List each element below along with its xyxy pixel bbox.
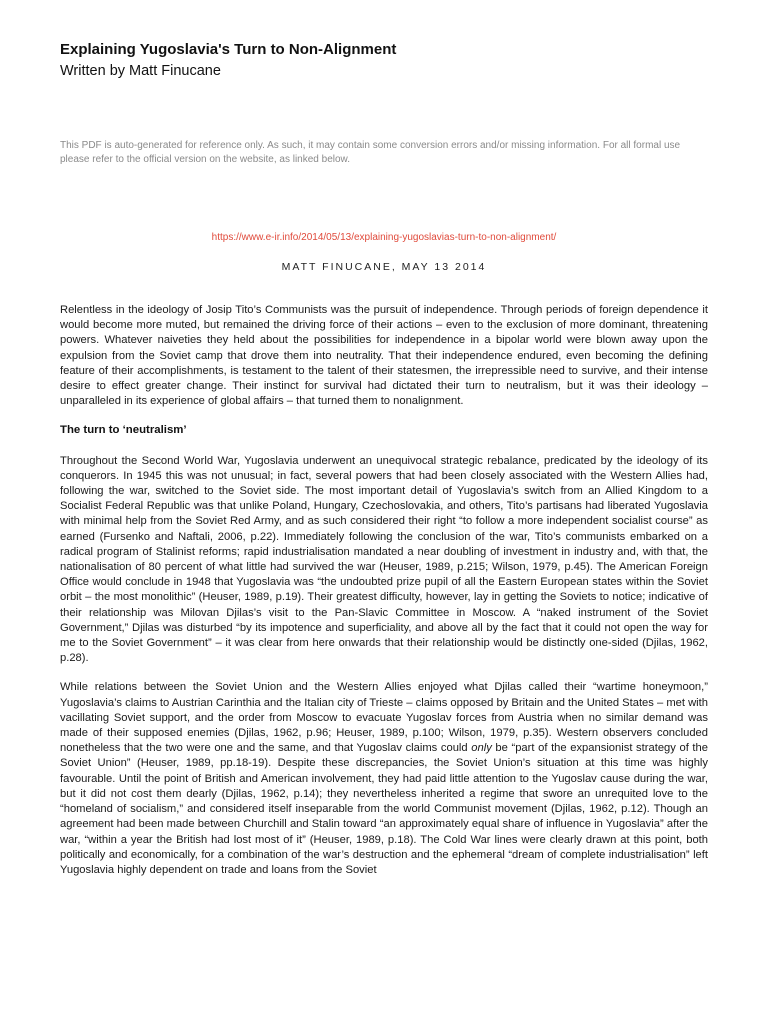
document-author: Written by Matt Finucane [60,63,221,79]
source-url-link[interactable]: https://www.e-ir.info/2014/05/13/explaining-yugoslavias-turn-to-non-alignment/ [211,232,557,243]
paragraph-2-text-b: be “part of the expansionist strategy of the Soviet Union” (Heuser, 1989, pp.18-19). Despite these discrepancies, the Soviet Union’s situation at this time was highly favourable. Until the point of British and American involvement, they had paid little attention to the Yugoslav cause during the war, but it did not cost them dearly (Djilas, 1962, p.14); they nevertheless inherited a regime that swore an unrequited love to the “homeland of socialism,” and considered itself inseparable from the world Communist movement (Djilas, 1962, p.12). Though an agreement had been made between Churchill and Stalin toward “an approximately equal share of influence in Yugoslavia” after the war, “within a year the British had lost most of it” (Heuser, 1989, p.18). The Cold War lines were clearly drawn at this point, both politically and economically, for a combination of the war’s destruction and the ephemeral “dream of complete industrialisation” left Yugoslavia highly dependent on trade and loans from the Soviet [60,742,708,876]
paragraph-2-emphasis: only [471,742,492,755]
document-title: Explaining Yugoslavia's Turn to Non-Alignment [60,41,397,58]
article-body [60,303,708,892]
intro-paragraph: Relentless in the ideology of Josip Tito’s Communists was the pursuit of independence. Through periods of foreign dependence it would become more muted, but remained the driving force of their actions – even to the exclusion of more dominant, threatening powers. Whatever naiveties they held about the possibilities for independence in a bipolar world were blown away upon the expulsion from the Soviet camp that drove them into neutrality. That their independence endured, even becoming the defining feature of their accomplishments, is testament to the talent of their statesmen, the irrepressible need to survive, and their intense desire to effect greater change. Their instinct for survival had dictated their turn to neutralism, but it was their ideology – unparalleled in its experience of global affairs – that turned them to nonalignment. [60,304,708,408]
paragraph-2-text-a: While relations between the Soviet Union and the Western Allies enjoyed what Djilas called their “wartime honeymoon,” Yugoslavia’s claims to Austrian Carinthia and the Italian city of Trieste – claims opposed by Britain and the United States – met with vacillating Soviet support, and the order from Moscow to evacuate Yugoslav forces from Austria when no similar demand was made of their supposed enemies (Djilas, 1962, p.96; Heuser, 1989, p.100; Wilson, 1979, p.35). Western observers concluded nonetheless that the two were one and the same, and that Yugoslav claims could [60,681,708,755]
author-date-byline: MATT FINUCANE, MAY 13 2014 [281,261,487,273]
body-paragraph-2 [60,680,708,878]
body-paragraph-1: Throughout the Second World War, Yugoslavia underwent an unequivocal strategic rebalance, predicated by the ideology of its conquerors. In 1945 this was not unusual; in fact, several powers that had been closely associated with the Western Allies had, following the war, switched to the Soviet side. The most important detail of Yugoslavia’s switch from an Allied Kingdom to a Socialist Federal Republic was that unlike Poland, Hungary, Czechoslovakia, and others, Tito’s partisans had liberated Yugoslavia with minimal help from the Soviet Red Army, and as such considered their right “to follow a more independent socialist course” as earned (Fursenko and Naftali, 2006, p.22). Immediately following the conclusion of the war, Tito’s communists embarked on a radical program of Stalinist reforms; rapid industrialisation mandated a near doubling of investment in industry and, with that, the nationalisation of 80 percent of what little had survived the war (Heuser, 1989, p.215; Wilson, 1979, p.45). The American Foreign Office would conclude in 1948 that Yugoslavia was “the undoubted prize pupil of all the Eastern European states within the Soviet orbit – the most monolithic” (Heuser, 1989, p.19). Their greatest difficulty, however, lay in getting the Soviets to notice; indicative of their relationship was Milovan Djilas’s visit to the Pan-Slavic Committee in Moscow. A “naked instrument of the Soviet Government,” Djilas was disturbed “by its impotence and superficiality, and above all by the fact that it could not open the way for me to the Soviet Government” – it was clear from here onwards that their relationship would be distinctly one-sided (Djilas, 1962, p.28). [60,454,708,665]
section-heading: The turn to ‘neutralism’ [60,424,187,437]
pdf-disclaimer: This PDF is auto-generated for reference only. As such, it may contain some conversion errors and/or missing information. For all formal use please refer to the official version on the website, as linked below. [60,140,681,165]
